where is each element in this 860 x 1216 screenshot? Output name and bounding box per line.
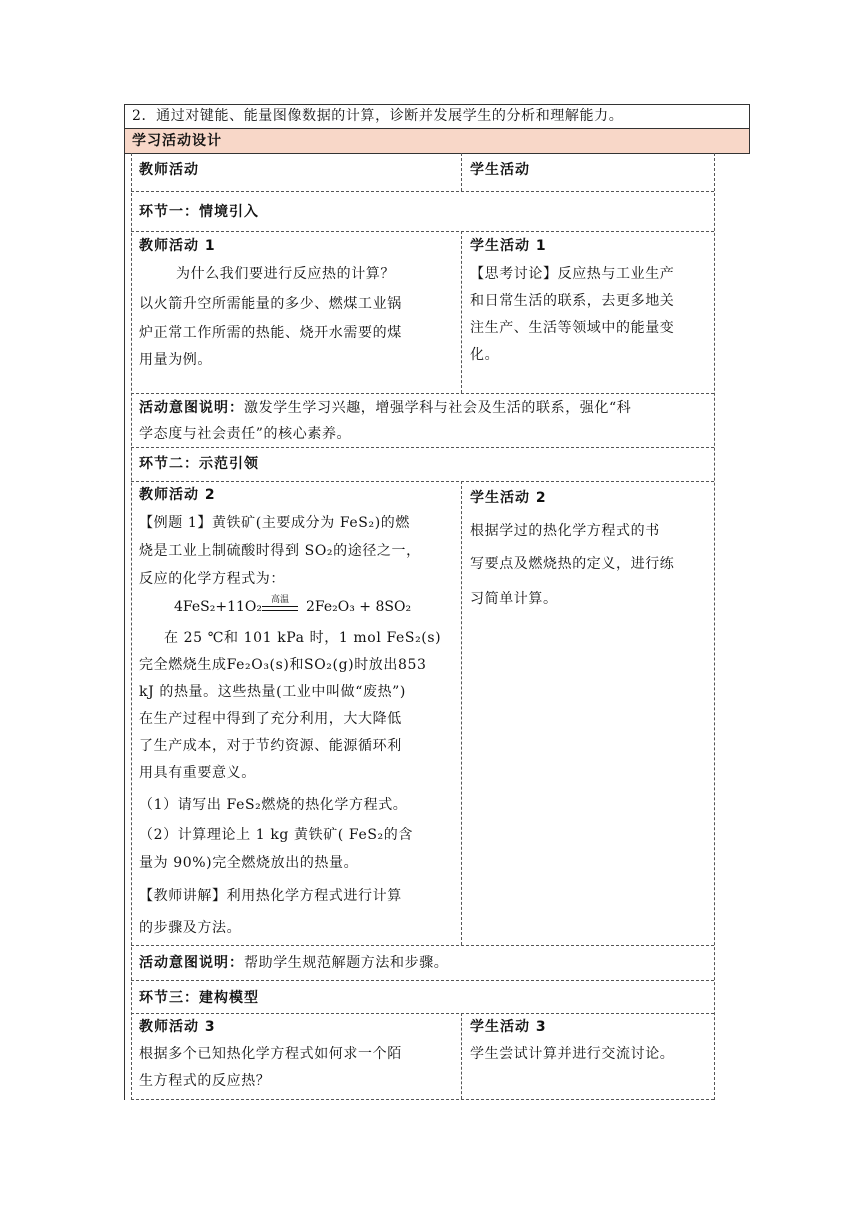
row-divider — [131, 1013, 714, 1014]
stage2-title — [139, 449, 259, 479]
stage1-intent-line: 学态度与社会责任”的核心素养。 — [139, 426, 352, 442]
student-column-header: 学生活动 — [470, 162, 530, 178]
stage3-title — [139, 983, 259, 1013]
student-activity-2-line: 根据学过的热化学方程式的书 — [470, 523, 660, 539]
detail-line: 完全燃烧生成Fe₂O₃(s)和SO₂(g)时放出853 — [139, 657, 427, 673]
teacher-activity-2-title: 教师活动 2 — [139, 487, 216, 503]
equation-condition: 高温 — [270, 595, 289, 605]
equation-double-line — [262, 606, 298, 611]
detail-line: 用具有重要意义。 — [139, 765, 256, 781]
detail-line: 了生产成本，对于节约资源、能源循环利 — [139, 738, 402, 754]
equation-right: 2Fe₂O₃ + 8SO₂ — [306, 599, 412, 615]
intent-label: 活动意图说明： — [139, 400, 244, 416]
table-left-border — [124, 104, 125, 1100]
teacher-activity-1-line: 为什么我们要进行反应热的计算？ — [176, 266, 395, 282]
student-activity-3-line: 学生尝试计算并进行交流讨论。 — [470, 1046, 675, 1062]
inner-right-border — [714, 153, 715, 1100]
example-line: 【例题 1】黄铁矿(主要成分为 FeS₂)的燃 — [139, 515, 410, 531]
student-activity-1-line: 和日常生活的联系，去更多地关 — [470, 293, 675, 309]
row-divider — [131, 231, 714, 232]
detail-line: 的步骤及方法。 — [139, 920, 242, 936]
student-activity-1-title: 学生活动 1 — [470, 238, 547, 254]
detail-line: 量为 90%)完全燃烧放出的热量。 — [139, 855, 359, 871]
column-divider — [461, 481, 462, 945]
student-activity-3-title: 学生活动 3 — [470, 1019, 547, 1035]
column-divider — [461, 231, 462, 393]
inner-left-border — [131, 153, 132, 1100]
row-divider — [131, 191, 714, 192]
student-activity-1-line: 【思考讨论】反应热与工业生产 — [470, 266, 675, 282]
detail-line: 在 25 ℃和 101 kPa 时，1 mol FeS₂(s) — [164, 630, 442, 646]
student-activity-2-line: 写要点及燃烧热的定义，进行练 — [470, 556, 675, 572]
stage1-title — [139, 197, 259, 227]
stage3-title-text: 环节三：建构模型 — [139, 990, 259, 1006]
stage2-title-text: 环节二：示范引领 — [139, 456, 259, 472]
student-activity-1-line: 化。 — [470, 347, 500, 363]
teacher-activity-3-title: 教师活动 3 — [139, 1019, 216, 1035]
detail-line: 【教师讲解】利用热化学方程式进行计算 — [139, 888, 402, 904]
equation-arrow — [262, 596, 298, 610]
detail-line: （2）计算理论上 1 kg 黄铁矿( FeS₂的含 — [139, 827, 413, 843]
intent-text: 帮助学生规范解题方法和步骤。 — [244, 955, 449, 971]
intent-label: 活动意图说明： — [139, 955, 244, 971]
objective-text: 2．通过对键能、能量图像数据的计算，诊断并发展学生的分析和理解能力。 — [132, 108, 624, 124]
student-activity-2-title: 学生活动 2 — [470, 490, 547, 506]
row-divider — [131, 945, 714, 946]
teacher-activity-3-line: 根据多个已知热化学方程式如何求一个陌 — [139, 1046, 402, 1062]
section-header: 学习活动设计 — [132, 133, 222, 149]
detail-line: （1）请写出 FeS₂燃烧的热化学方程式。 — [139, 797, 408, 813]
equation-left: 4FeS₂+11O₂ — [174, 599, 262, 615]
row-divider — [131, 1099, 714, 1100]
column-divider — [461, 153, 462, 191]
intent-text: 激发学生学习兴趣，增强学科与社会及生活的联系，强化“科 — [244, 400, 632, 416]
example-line: 烧是工业上制硫酸时得到 SO₂的途径之一， — [139, 543, 421, 559]
teacher-column-header: 教师活动 — [139, 162, 199, 178]
detail-line: 在生产过程中得到了充分利用，大大降低 — [139, 711, 402, 727]
row-divider — [131, 481, 714, 482]
teacher-activity-3-line: 生方程式的反应热？ — [139, 1073, 271, 1089]
stage2-intent-line — [139, 948, 448, 978]
example-line: 反应的化学方程式为： — [139, 571, 285, 587]
table-right-border — [749, 104, 750, 153]
column-divider — [461, 1013, 462, 1099]
student-activity-1-line: 注生产、生活等领域中的能量变 — [470, 320, 675, 336]
teacher-activity-1-line: 炉正常工作所需的热能、烧开水需要的煤 — [139, 325, 402, 341]
row-divider — [131, 980, 714, 981]
student-activity-2-line: 习简单计算。 — [470, 591, 558, 607]
teacher-activity-1-title: 教师活动 1 — [139, 238, 216, 254]
teacher-activity-1-line: 以火箭升空所需能量的多少、燃煤工业锅 — [139, 296, 402, 312]
teacher-activity-1-line: 用量为例。 — [139, 352, 212, 368]
stage1-title-text: 环节一：情境引入 — [139, 204, 259, 220]
detail-line: kJ 的热量。这些热量(工业中叫做“废热”) — [139, 684, 406, 700]
